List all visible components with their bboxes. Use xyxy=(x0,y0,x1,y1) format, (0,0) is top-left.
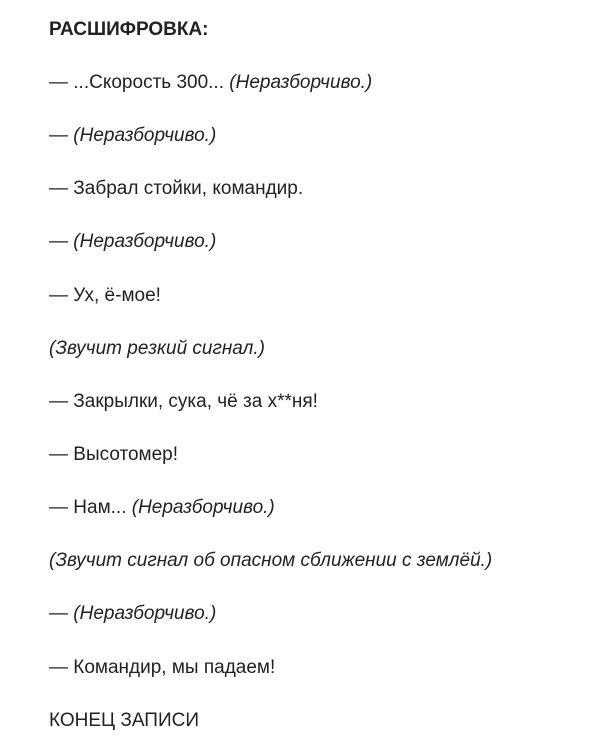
dash: — xyxy=(49,657,74,678)
dash: — xyxy=(49,497,74,518)
transcript-line-1 xyxy=(49,71,372,95)
remark-text: (Неразборчиво.) xyxy=(73,125,217,146)
transcript-ending: КОНЕЦ ЗАПИСИ xyxy=(49,710,199,731)
remark-text: (Неразборчиво.) xyxy=(73,231,217,252)
remark-text: (Неразборчиво.) xyxy=(131,497,275,518)
dash: — xyxy=(49,391,74,412)
transcript-line-12 xyxy=(49,656,275,680)
remark-text: (Неразборчиво.) xyxy=(229,72,373,93)
stage-direction: (Звучит сигнал об опасном сближении с землёй.) xyxy=(49,550,493,571)
dash: — xyxy=(49,603,74,624)
speech-text: Забрал стойки, командир. xyxy=(73,178,304,199)
dash: — xyxy=(49,72,74,93)
speech-text: Нам... xyxy=(73,497,132,518)
dash: — xyxy=(49,444,74,465)
speech-text: ...Скорость 300... xyxy=(73,72,230,93)
transcript-line-5 xyxy=(49,284,161,308)
speech-text: Высотомер! xyxy=(73,444,179,465)
speech-text: Закрылки, сука, чё за х**ня! xyxy=(73,391,318,412)
transcript-line-8 xyxy=(49,443,178,467)
transcript-line-11 xyxy=(49,602,216,626)
transcript-line-7 xyxy=(49,390,318,414)
speech-text: Командир, мы падаем! xyxy=(73,657,276,678)
transcript-heading: РАСШИФРОВКА: xyxy=(49,19,209,40)
transcript-line-9 xyxy=(49,496,275,520)
remark-text: (Неразборчиво.) xyxy=(73,603,217,624)
transcript-line-4 xyxy=(49,230,216,254)
transcript-line-3 xyxy=(49,177,303,201)
transcript-line-2 xyxy=(49,124,216,148)
stage-direction: (Звучит резкий сигнал.) xyxy=(49,338,265,359)
dash: — xyxy=(49,231,74,252)
dash: — xyxy=(49,125,74,146)
speech-text: Ух, ё-мое! xyxy=(73,285,161,306)
dash: — xyxy=(49,178,74,199)
dash: — xyxy=(49,285,74,306)
